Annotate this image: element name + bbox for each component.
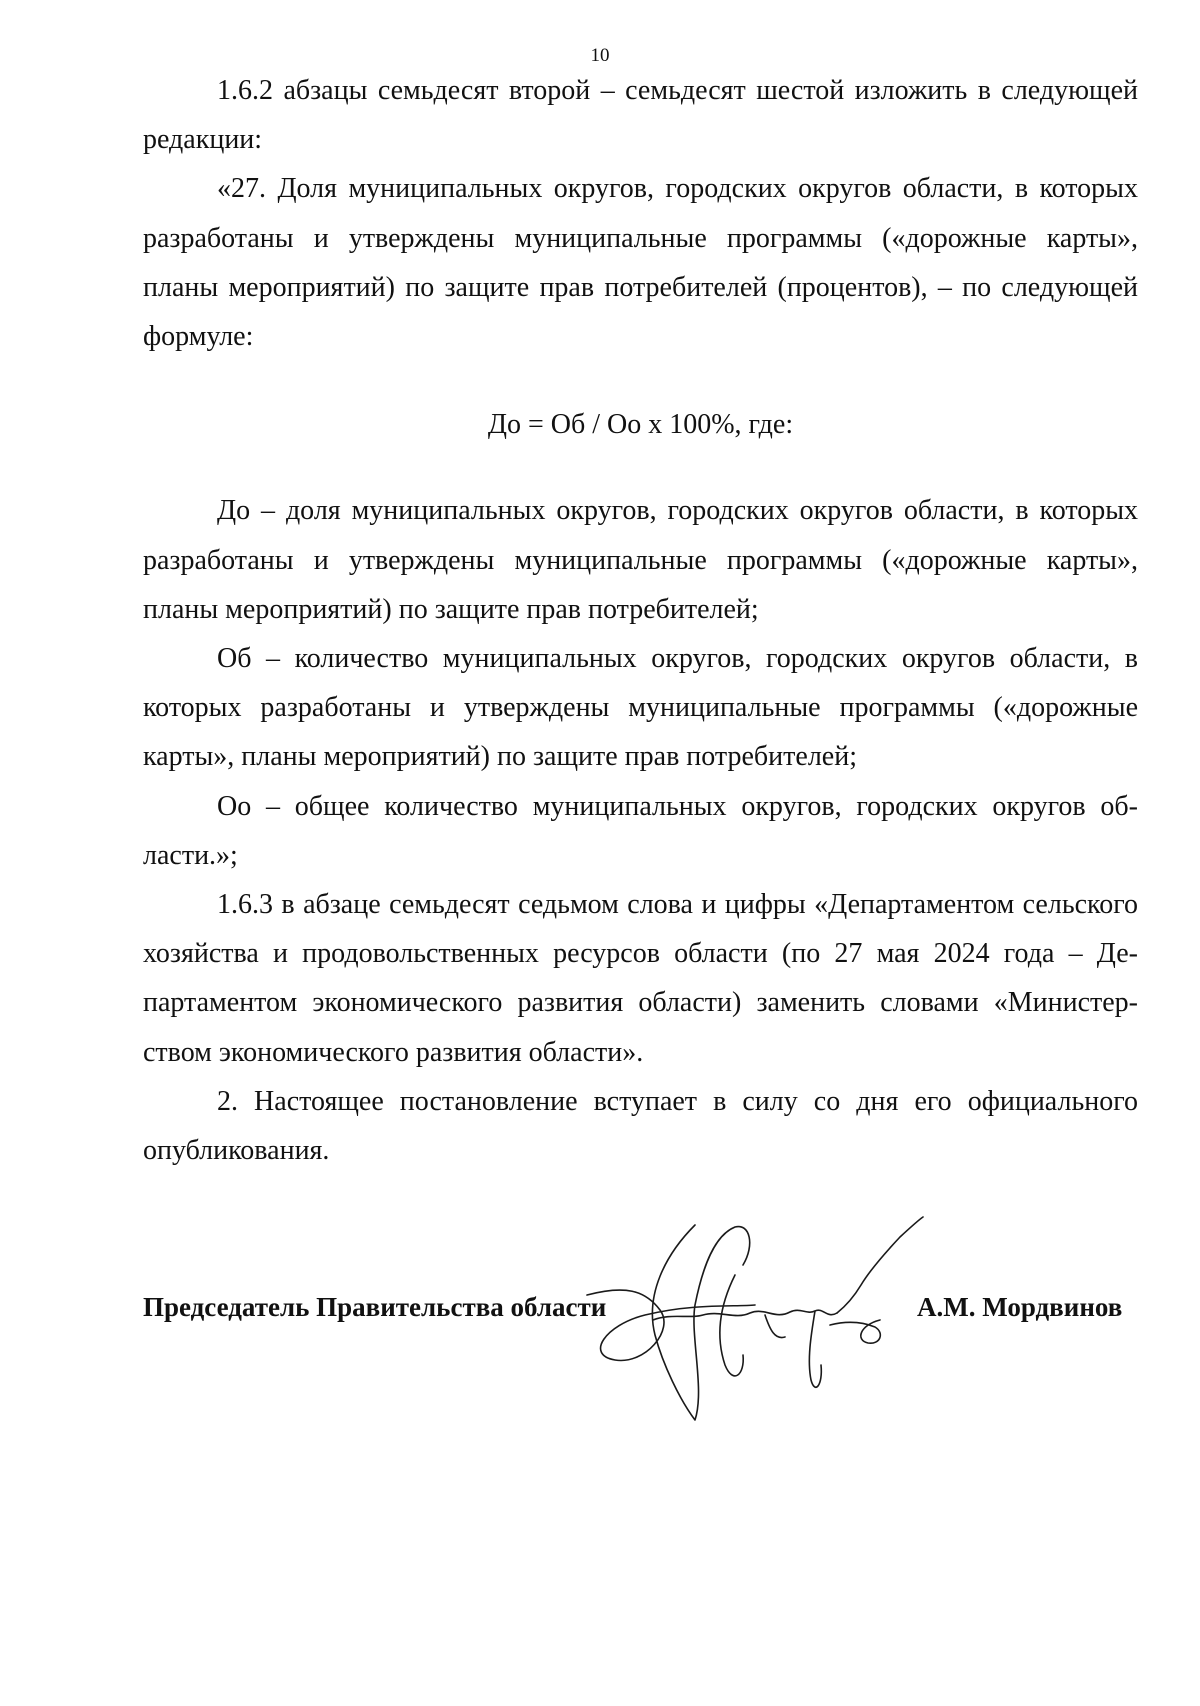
definition-oo: Оо – общее количество муниципальных округов, городских округов области.»; — [143, 790, 1138, 871]
document-body — [143, 66, 1138, 1175]
page-number: 10 — [590, 45, 610, 66]
paragraph-1-6-3: 1.6.3 в абзаце семьдесят седьмом слова и цифры «Департаментом сельского хозяйства и продовольственных ресурсов области (по 27 мая 2024 года – Департаментом экономического развития области) заменить словами «Министерством экономического развития области». — [143, 889, 1138, 1068]
paragraph-1-6-2: 1.6.2 абзацы семьдесят второй – семьдесят шестой изложить в следующей редакции: — [143, 75, 1138, 156]
signatory-name: А.М. Мордвинов — [917, 1292, 1123, 1322]
handwritten-signature — [585, 1215, 945, 1425]
paragraph-2-effective-date: 2. Настоящее постановление вступает в силу со дня его официального опубликования. — [143, 1085, 1138, 1167]
definition-do: До – доля муниципальных округов, городских округов области, в которых разработаны и утверждены муниципальные программы («дорожные карты», планы мероприятий) по защите прав потребителей; — [143, 495, 1138, 625]
formula: До = Об / Оо х 100%, где: — [487, 409, 794, 441]
definition-ob: Об – количество муниципальных округов, городских округов области, в которых разработаны и утверждены муниципальные программы («дорожные карты», планы мероприятий) по защите прав потребителей; — [143, 643, 1138, 773]
paragraph-item-27: «27. Доля муниципальных округов, городских округов области, в которых разработаны и утверждены муниципальные программы («дорожные карты», планы мероприятий) по защите прав потребителей (процентов), – по следующей формуле: — [143, 173, 1138, 353]
signatory-title: Председатель Правительства области — [143, 1292, 607, 1322]
